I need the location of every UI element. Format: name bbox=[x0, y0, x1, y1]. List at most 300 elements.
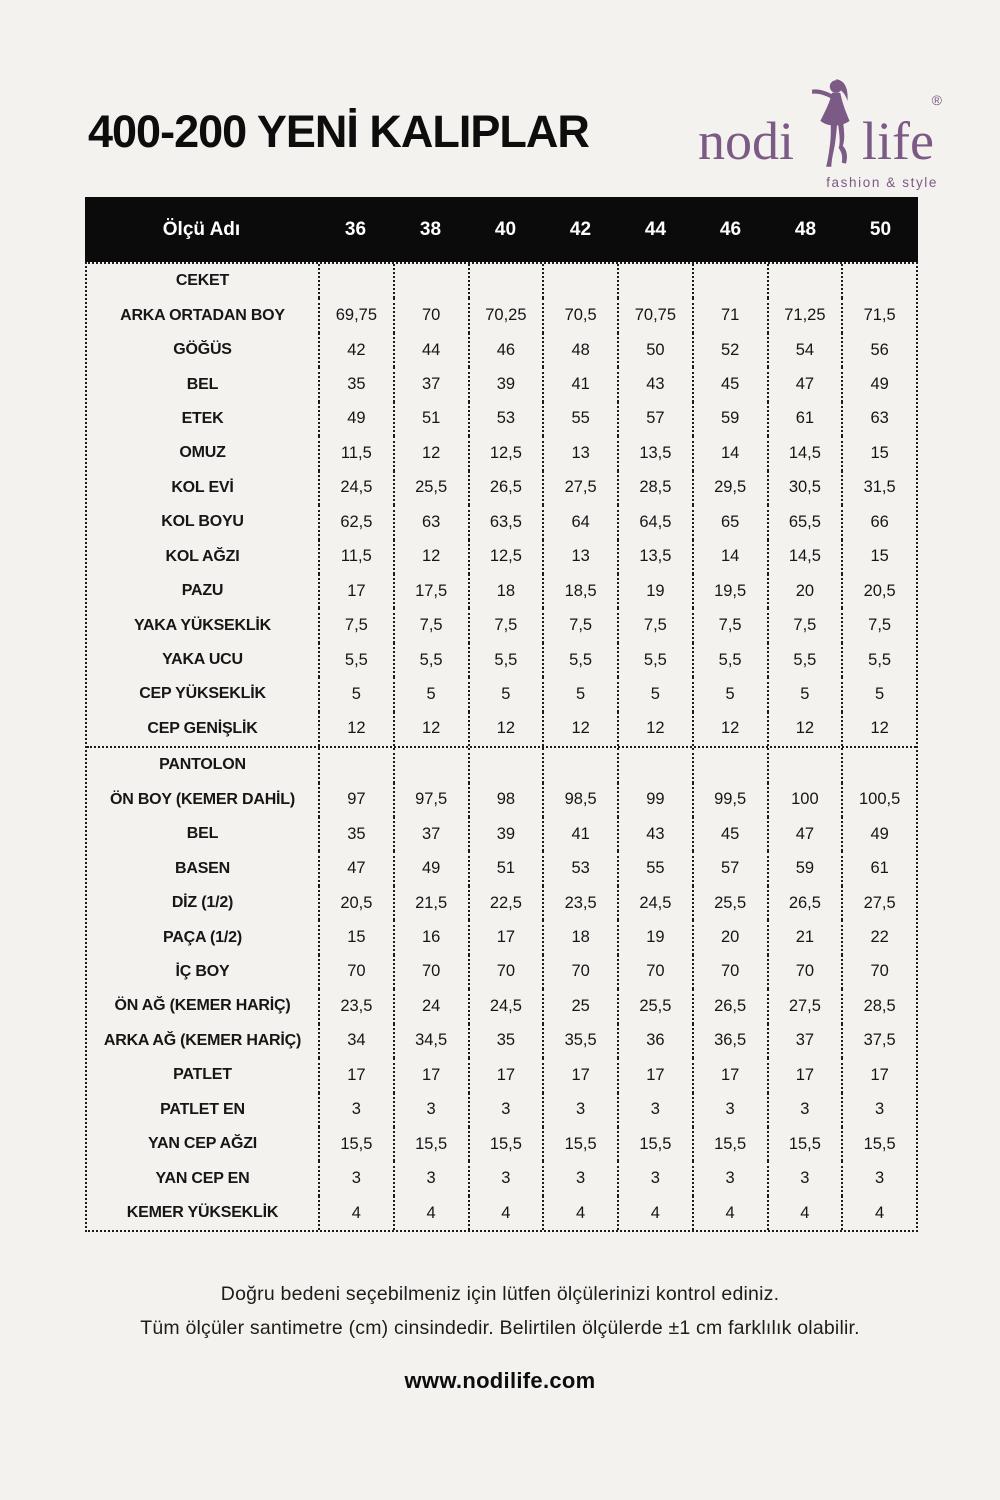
size-value-cell: 29,5 bbox=[694, 471, 769, 505]
size-value-cell: 17 bbox=[395, 1058, 470, 1092]
size-value-cell: 64 bbox=[544, 505, 619, 539]
size-value-cell: 3 bbox=[769, 1093, 844, 1127]
size-value-cell: 15,5 bbox=[694, 1127, 769, 1161]
size-value-cell: 45 bbox=[694, 817, 769, 851]
size-value-cell: 23,5 bbox=[320, 989, 395, 1023]
size-value-cell: 45 bbox=[694, 367, 769, 401]
size-value-cell: 4 bbox=[619, 1196, 694, 1230]
size-value-cell: 56 bbox=[870, 340, 889, 359]
table-row bbox=[87, 367, 916, 401]
size-value-cell: 36,5 bbox=[694, 1024, 769, 1058]
empty-cell bbox=[395, 264, 470, 298]
size-value-cell: 14 bbox=[694, 540, 769, 574]
size-value-cell: 27,5 bbox=[769, 989, 844, 1023]
size-value-cell: 19 bbox=[619, 574, 694, 608]
size-value-cell: 27,5 bbox=[544, 471, 619, 505]
size-value-cell: 4 bbox=[544, 1196, 619, 1230]
section-title-row bbox=[87, 748, 916, 782]
size-value-cell: 3 bbox=[875, 1169, 885, 1188]
size-value-cell: 34 bbox=[320, 1024, 395, 1058]
size-value-cell: 99,5 bbox=[694, 783, 769, 817]
size-value-cell: 70 bbox=[395, 955, 470, 989]
size-value-cell: 63 bbox=[870, 409, 889, 428]
size-value-cell: 55 bbox=[544, 402, 619, 436]
size-value-cell: 12 bbox=[694, 712, 769, 746]
table-row bbox=[87, 1127, 916, 1161]
table-row bbox=[87, 298, 916, 332]
size-value-cell: 13,5 bbox=[619, 540, 694, 574]
row-label: KOL BOYU bbox=[87, 505, 320, 539]
size-value-cell: 12 bbox=[870, 719, 889, 738]
size-value-cell: 5,5 bbox=[769, 643, 844, 677]
size-value-cell: 12 bbox=[544, 712, 619, 746]
size-value-cell: 15,5 bbox=[395, 1127, 470, 1161]
size-value-cell: 35,5 bbox=[544, 1024, 619, 1058]
column-header-size: 48 bbox=[794, 218, 817, 240]
table-row bbox=[87, 608, 916, 642]
size-value-cell: 15 bbox=[320, 920, 395, 954]
size-value-cell: 19 bbox=[619, 920, 694, 954]
size-value-cell: 25 bbox=[544, 989, 619, 1023]
size-value-cell: 7,5 bbox=[619, 608, 694, 642]
size-value-cell: 47 bbox=[769, 367, 844, 401]
size-value-cell: 17 bbox=[694, 1058, 769, 1092]
column-header-size: 40 bbox=[494, 218, 517, 240]
size-value-cell: 24 bbox=[395, 989, 470, 1023]
size-value-cell: 98 bbox=[470, 783, 545, 817]
size-value-cell: 3 bbox=[470, 1161, 545, 1195]
size-value-cell: 26,5 bbox=[470, 471, 545, 505]
size-value-cell: 5 bbox=[395, 677, 470, 711]
size-value-cell: 20,5 bbox=[863, 581, 896, 600]
size-value-cell: 70,25 bbox=[470, 298, 545, 332]
size-value-cell: 21 bbox=[769, 920, 844, 954]
size-value-cell: 3 bbox=[544, 1161, 619, 1195]
size-value-cell: 15,5 bbox=[769, 1127, 844, 1161]
size-value-cell: 35 bbox=[320, 817, 395, 851]
size-value-cell: 3 bbox=[320, 1161, 395, 1195]
footer-note-1: Doğru bedeni seçebilmeniz için lütfen ölçülerinizi kontrol ediniz. bbox=[220, 1283, 780, 1305]
size-value-cell: 55 bbox=[619, 851, 694, 885]
size-value-cell: 12 bbox=[769, 712, 844, 746]
size-value-cell: 14 bbox=[694, 436, 769, 470]
size-value-cell: 3 bbox=[395, 1093, 470, 1127]
table-row bbox=[87, 436, 916, 470]
row-label: ETEK bbox=[87, 402, 320, 436]
size-value-cell: 5,5 bbox=[320, 643, 395, 677]
row-label: OMUZ bbox=[87, 436, 320, 470]
table-header-row bbox=[85, 197, 918, 262]
size-value-cell: 26,5 bbox=[694, 989, 769, 1023]
size-value-cell: 70 bbox=[769, 955, 844, 989]
size-value-cell: 12,5 bbox=[470, 436, 545, 470]
size-value-cell: 49 bbox=[870, 375, 889, 394]
table-row bbox=[87, 677, 916, 711]
size-value-cell: 3 bbox=[619, 1161, 694, 1195]
size-value-cell: 53 bbox=[470, 402, 545, 436]
section-title-row bbox=[87, 264, 916, 298]
size-value-cell: 12 bbox=[470, 712, 545, 746]
row-label: CEP GENİŞLİK bbox=[87, 712, 320, 746]
size-value-cell: 26,5 bbox=[769, 886, 844, 920]
size-value-cell: 47 bbox=[769, 817, 844, 851]
size-value-cell: 7,5 bbox=[470, 608, 545, 642]
size-value-cell: 3 bbox=[619, 1093, 694, 1127]
size-value-cell: 18 bbox=[544, 920, 619, 954]
table-row bbox=[87, 851, 916, 885]
table-row bbox=[87, 471, 916, 505]
row-label: YAKA YÜKSEKLİK bbox=[87, 608, 320, 642]
size-value-cell: 22 bbox=[870, 928, 889, 947]
size-value-cell: 4 bbox=[694, 1196, 769, 1230]
row-label: BEL bbox=[87, 817, 320, 851]
size-value-cell: 25,5 bbox=[395, 471, 470, 505]
size-value-cell: 71,5 bbox=[863, 306, 896, 325]
size-value-cell: 15 bbox=[870, 443, 889, 462]
size-value-cell: 11,5 bbox=[320, 436, 395, 470]
table-row bbox=[87, 643, 916, 677]
size-value-cell: 3 bbox=[875, 1100, 885, 1119]
size-value-cell: 18,5 bbox=[544, 574, 619, 608]
size-value-cell: 24,5 bbox=[320, 471, 395, 505]
size-value-cell: 13 bbox=[544, 540, 619, 574]
table-row bbox=[87, 505, 916, 539]
empty-cell bbox=[470, 748, 545, 782]
size-value-cell: 21,5 bbox=[395, 886, 470, 920]
size-value-cell: 11,5 bbox=[320, 540, 395, 574]
size-value-cell: 4 bbox=[769, 1196, 844, 1230]
size-value-cell: 5 bbox=[470, 677, 545, 711]
size-value-cell: 15,5 bbox=[544, 1127, 619, 1161]
size-value-cell: 70 bbox=[544, 955, 619, 989]
size-value-cell: 5,5 bbox=[694, 643, 769, 677]
size-value-cell: 71,25 bbox=[769, 298, 844, 332]
registered-trademark-icon: ® bbox=[931, 92, 942, 108]
column-header-size: 38 bbox=[419, 218, 442, 240]
size-value-cell: 62,5 bbox=[320, 505, 395, 539]
size-value-cell: 17 bbox=[470, 920, 545, 954]
size-value-cell: 7,5 bbox=[769, 608, 844, 642]
size-value-cell: 52 bbox=[694, 333, 769, 367]
empty-cell bbox=[694, 748, 769, 782]
size-value-cell: 14,5 bbox=[769, 436, 844, 470]
size-value-cell: 19,5 bbox=[694, 574, 769, 608]
size-value-cell: 42 bbox=[320, 333, 395, 367]
size-value-cell: 20,5 bbox=[320, 886, 395, 920]
size-value-cell: 50 bbox=[619, 333, 694, 367]
size-value-cell: 3 bbox=[769, 1161, 844, 1195]
size-value-cell: 5 bbox=[320, 677, 395, 711]
size-value-cell: 5,5 bbox=[395, 643, 470, 677]
size-value-cell: 18 bbox=[470, 574, 545, 608]
size-value-cell: 63,5 bbox=[470, 505, 545, 539]
size-value-cell: 46 bbox=[470, 333, 545, 367]
empty-cell bbox=[769, 264, 844, 298]
size-value-cell: 5 bbox=[875, 684, 885, 703]
size-value-cell: 5,5 bbox=[619, 643, 694, 677]
size-value-cell: 37,5 bbox=[863, 1031, 896, 1050]
size-value-cell: 43 bbox=[619, 367, 694, 401]
size-value-cell: 98,5 bbox=[544, 783, 619, 817]
size-value-cell: 64,5 bbox=[619, 505, 694, 539]
empty-cell bbox=[619, 748, 694, 782]
table-row bbox=[87, 540, 916, 574]
size-value-cell: 3 bbox=[544, 1093, 619, 1127]
size-value-cell: 100 bbox=[769, 783, 844, 817]
size-value-cell: 4 bbox=[320, 1196, 395, 1230]
row-label: İÇ BOY bbox=[87, 955, 320, 989]
size-value-cell: 65,5 bbox=[769, 505, 844, 539]
size-value-cell: 12 bbox=[619, 712, 694, 746]
size-value-cell: 12 bbox=[395, 712, 470, 746]
size-value-cell: 39 bbox=[470, 367, 545, 401]
size-value-cell: 36 bbox=[619, 1024, 694, 1058]
size-value-cell: 34,5 bbox=[395, 1024, 470, 1058]
size-value-cell: 12 bbox=[395, 436, 470, 470]
size-value-cell: 17 bbox=[470, 1058, 545, 1092]
row-label: KOL AĞZI bbox=[87, 540, 320, 574]
table-row bbox=[87, 886, 916, 920]
table-row bbox=[87, 333, 916, 367]
size-value-cell: 44 bbox=[395, 333, 470, 367]
row-label: YAN CEP AĞZI bbox=[87, 1127, 320, 1161]
size-value-cell: 3 bbox=[470, 1093, 545, 1127]
row-label: YAN CEP EN bbox=[87, 1161, 320, 1195]
size-value-cell: 3 bbox=[694, 1161, 769, 1195]
size-value-cell: 20 bbox=[769, 574, 844, 608]
empty-cell bbox=[544, 748, 619, 782]
size-value-cell: 5 bbox=[769, 677, 844, 711]
size-value-cell: 15,5 bbox=[863, 1134, 896, 1153]
empty-cell bbox=[619, 264, 694, 298]
size-value-cell: 37 bbox=[769, 1024, 844, 1058]
row-label: BEL bbox=[87, 367, 320, 401]
size-value-cell: 4 bbox=[875, 1203, 885, 1222]
empty-cell bbox=[694, 264, 769, 298]
size-value-cell: 70 bbox=[870, 962, 889, 981]
size-value-cell: 57 bbox=[619, 402, 694, 436]
size-value-cell: 7,5 bbox=[694, 608, 769, 642]
size-value-cell: 5 bbox=[619, 677, 694, 711]
empty-cell bbox=[320, 748, 395, 782]
size-value-cell: 14,5 bbox=[769, 540, 844, 574]
size-value-cell: 51 bbox=[395, 402, 470, 436]
section-title: CEKET bbox=[87, 264, 320, 298]
size-value-cell: 12,5 bbox=[470, 540, 545, 574]
size-value-cell: 54 bbox=[769, 333, 844, 367]
table-row bbox=[87, 1196, 916, 1230]
table-row bbox=[87, 574, 916, 608]
size-value-cell: 7,5 bbox=[544, 608, 619, 642]
size-value-cell: 4 bbox=[395, 1196, 470, 1230]
column-header-size: 42 bbox=[569, 218, 592, 240]
size-value-cell: 12 bbox=[395, 540, 470, 574]
row-label: ÖN BOY (KEMER DAHİL) bbox=[87, 783, 320, 817]
size-value-cell: 31,5 bbox=[863, 478, 896, 497]
size-value-cell: 43 bbox=[619, 817, 694, 851]
row-label: PAÇA (1/2) bbox=[87, 920, 320, 954]
empty-cell bbox=[395, 748, 470, 782]
size-value-cell: 16 bbox=[395, 920, 470, 954]
row-label: DİZ (1/2) bbox=[87, 886, 320, 920]
table-body bbox=[85, 262, 918, 1232]
table-row bbox=[87, 817, 916, 851]
size-value-cell: 63 bbox=[395, 505, 470, 539]
size-value-cell: 41 bbox=[544, 817, 619, 851]
table-row bbox=[87, 1058, 916, 1092]
size-value-cell: 17 bbox=[544, 1058, 619, 1092]
size-value-cell: 13,5 bbox=[619, 436, 694, 470]
row-label: PATLET bbox=[87, 1058, 320, 1092]
size-value-cell: 15,5 bbox=[470, 1127, 545, 1161]
size-value-cell: 70 bbox=[470, 955, 545, 989]
column-header-size: 36 bbox=[344, 218, 367, 240]
size-table bbox=[85, 197, 918, 1232]
table-row bbox=[87, 920, 916, 954]
size-value-cell: 5 bbox=[694, 677, 769, 711]
row-label: KEMER YÜKSEKLİK bbox=[87, 1196, 320, 1230]
size-value-cell: 27,5 bbox=[863, 893, 896, 912]
size-value-cell: 20 bbox=[694, 920, 769, 954]
size-value-cell: 4 bbox=[470, 1196, 545, 1230]
table-row bbox=[87, 402, 916, 436]
size-value-cell: 23,5 bbox=[544, 886, 619, 920]
size-value-cell: 3 bbox=[395, 1161, 470, 1195]
size-value-cell: 17,5 bbox=[395, 574, 470, 608]
size-value-cell: 57 bbox=[694, 851, 769, 885]
size-value-cell: 70 bbox=[694, 955, 769, 989]
woman-silhouette-icon bbox=[810, 77, 860, 174]
row-label: KOL EVİ bbox=[87, 471, 320, 505]
size-value-cell: 15,5 bbox=[320, 1127, 395, 1161]
size-value-cell: 28,5 bbox=[619, 471, 694, 505]
size-value-cell: 51 bbox=[470, 851, 545, 885]
size-value-cell: 53 bbox=[544, 851, 619, 885]
page-title: 400-200 YENİ KALIPLAR bbox=[88, 106, 589, 157]
size-value-cell: 61 bbox=[769, 402, 844, 436]
brand-word-nodi: nodi bbox=[698, 111, 795, 171]
size-value-cell: 3 bbox=[694, 1093, 769, 1127]
brand-tagline: fashion & style bbox=[826, 175, 938, 190]
brand-logo bbox=[698, 84, 942, 190]
empty-cell bbox=[544, 264, 619, 298]
table-row bbox=[87, 783, 916, 817]
size-value-cell: 97,5 bbox=[395, 783, 470, 817]
empty-cell bbox=[843, 748, 916, 782]
size-value-cell: 37 bbox=[395, 367, 470, 401]
size-value-cell: 22,5 bbox=[470, 886, 545, 920]
row-label: CEP YÜKSEKLİK bbox=[87, 677, 320, 711]
size-value-cell: 25,5 bbox=[694, 886, 769, 920]
size-value-cell: 66 bbox=[870, 512, 889, 531]
size-value-cell: 70 bbox=[320, 955, 395, 989]
size-value-cell: 17 bbox=[870, 1065, 889, 1084]
size-value-cell: 17 bbox=[769, 1058, 844, 1092]
size-value-cell: 5,5 bbox=[544, 643, 619, 677]
size-value-cell: 15,5 bbox=[619, 1127, 694, 1161]
size-value-cell: 17 bbox=[619, 1058, 694, 1092]
table-row bbox=[87, 1024, 916, 1058]
size-value-cell: 70 bbox=[619, 955, 694, 989]
size-value-cell: 100,5 bbox=[858, 790, 901, 809]
size-value-cell: 24,5 bbox=[619, 886, 694, 920]
size-value-cell: 30,5 bbox=[769, 471, 844, 505]
size-value-cell: 12 bbox=[320, 712, 395, 746]
size-value-cell: 37 bbox=[395, 817, 470, 851]
size-value-cell: 17 bbox=[320, 574, 395, 608]
size-value-cell: 70,75 bbox=[619, 298, 694, 332]
row-label: PAZU bbox=[87, 574, 320, 608]
size-value-cell: 65 bbox=[694, 505, 769, 539]
size-value-cell: 99 bbox=[619, 783, 694, 817]
size-value-cell: 48 bbox=[544, 333, 619, 367]
size-value-cell: 71 bbox=[694, 298, 769, 332]
column-header-size: 50 bbox=[869, 218, 892, 240]
table-row bbox=[87, 1161, 916, 1195]
brand-word-life: life bbox=[862, 111, 934, 171]
size-value-cell: 35 bbox=[470, 1024, 545, 1058]
size-value-cell: 70 bbox=[395, 298, 470, 332]
row-label: ARKA AĞ (KEMER HARİÇ) bbox=[87, 1024, 320, 1058]
table-row bbox=[87, 1093, 916, 1127]
size-value-cell: 49 bbox=[320, 402, 395, 436]
table-row bbox=[87, 955, 916, 989]
size-value-cell: 49 bbox=[395, 851, 470, 885]
section-title: PANTOLON bbox=[87, 748, 320, 782]
size-value-cell: 7,5 bbox=[395, 608, 470, 642]
size-value-cell: 39 bbox=[470, 817, 545, 851]
size-value-cell: 28,5 bbox=[863, 996, 896, 1015]
empty-cell bbox=[843, 264, 916, 298]
size-value-cell: 41 bbox=[544, 367, 619, 401]
size-value-cell: 7,5 bbox=[320, 608, 395, 642]
size-value-cell: 5,5 bbox=[868, 650, 892, 669]
empty-cell bbox=[769, 748, 844, 782]
size-value-cell: 17 bbox=[320, 1058, 395, 1092]
footer-note-2: Tüm ölçüler santimetre (cm) cinsindedir. Belirtilen ölçülerde ±1 cm farklılık olabilir. bbox=[140, 1317, 860, 1339]
size-value-cell: 61 bbox=[870, 859, 889, 878]
website-url: www.nodilife.com bbox=[404, 1368, 596, 1393]
column-header-size: 44 bbox=[644, 218, 667, 240]
table-row bbox=[87, 989, 916, 1023]
size-value-cell: 35 bbox=[320, 367, 395, 401]
empty-cell bbox=[470, 264, 545, 298]
size-value-cell: 25,5 bbox=[619, 989, 694, 1023]
size-value-cell: 59 bbox=[694, 402, 769, 436]
size-value-cell: 59 bbox=[769, 851, 844, 885]
column-header-size: 46 bbox=[719, 218, 742, 240]
table-row bbox=[87, 712, 916, 746]
row-label: BASEN bbox=[87, 851, 320, 885]
column-header-measure-name: Ölçü Adı bbox=[162, 218, 241, 240]
size-value-cell: 24,5 bbox=[470, 989, 545, 1023]
table-section-ceket bbox=[87, 264, 916, 746]
size-value-cell: 70,5 bbox=[544, 298, 619, 332]
row-label: YAKA UCU bbox=[87, 643, 320, 677]
empty-cell bbox=[320, 264, 395, 298]
row-label: ÖN AĞ (KEMER HARİÇ) bbox=[87, 989, 320, 1023]
table-section-pantolon bbox=[87, 746, 916, 1230]
row-label: GÖĞÜS bbox=[87, 333, 320, 367]
size-value-cell: 5 bbox=[544, 677, 619, 711]
row-label: ARKA ORTADAN BOY bbox=[87, 298, 320, 332]
row-label: PATLET EN bbox=[87, 1093, 320, 1127]
size-value-cell: 69,75 bbox=[320, 298, 395, 332]
size-value-cell: 15 bbox=[870, 547, 889, 566]
size-value-cell: 97 bbox=[320, 783, 395, 817]
size-value-cell: 47 bbox=[320, 851, 395, 885]
size-value-cell: 7,5 bbox=[868, 616, 892, 635]
